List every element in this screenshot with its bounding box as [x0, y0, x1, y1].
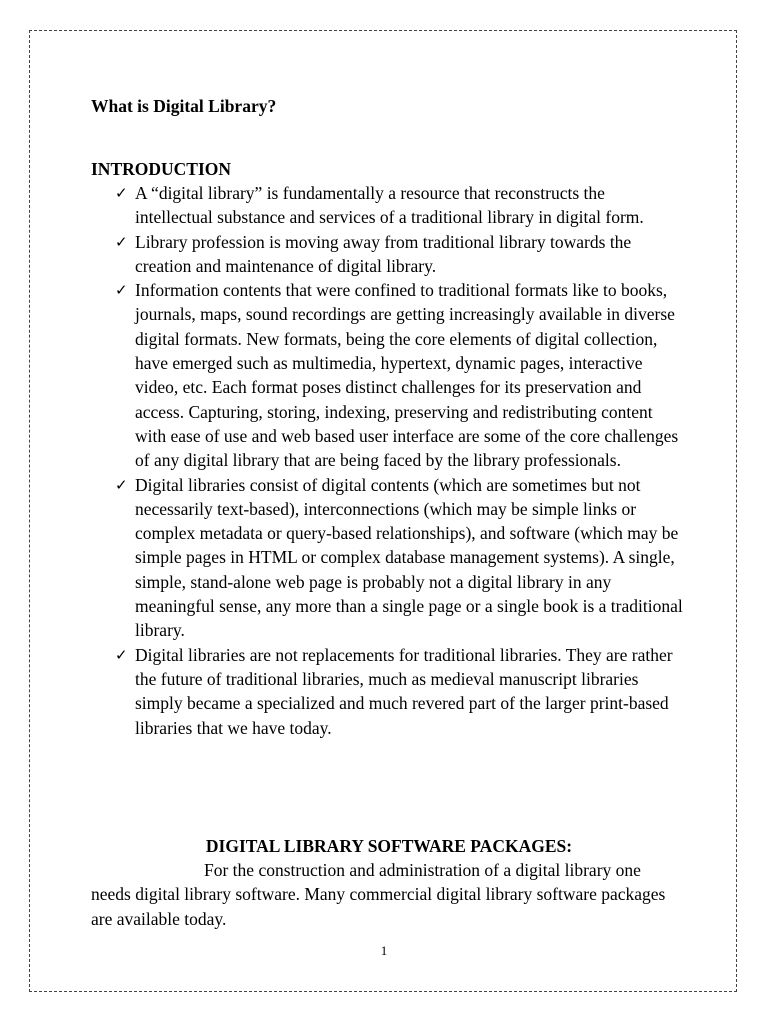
checkmark-icon: ✓: [115, 184, 128, 202]
document-title: What is Digital Library?: [91, 96, 277, 116]
list-item: [115, 181, 685, 230]
list-item: [115, 473, 685, 643]
bullet-text: Digital libraries consist of digital contents (which are sometimes but not necessarily text-based), interconnections (which may be simple links or complex metadata or query-based relationships), and software (which may be simple pages in HTML or complex database management systems). A single, simple, stand-alone web page is probably not a digital library in any meaningful sense, any more than a single page or a single book is a traditional library.: [135, 474, 683, 641]
page-number: 1: [380, 943, 388, 958]
introduction-heading: INTRODUCTION: [91, 159, 232, 179]
list-item: [115, 643, 685, 740]
list-item: [115, 278, 685, 472]
checkmark-icon: ✓: [115, 281, 128, 300]
bullet-text: Information contents that were confined to traditional formats like to books, journals, maps, sound recordings are getting increasingly available in diverse digital formats. New formats, being the core elements of digital collection, have emerged such as multimedia, hypertext, dynamic pages, interactive video, etc. Each format poses distinct challenges for its preservation and access. Capturing, storing, indexing, preserving and redistributing content with ease of use and web based user interface are some of the core challenges of any digital library that are being faced by the library professionals.: [135, 280, 679, 471]
bullet-text: A “digital library” is fundamentally a resource that reconstructs the intellectual substance and services of a traditional library in digital form.: [135, 183, 644, 228]
software-packages-paragraph: For the construction and administration of a digital library one needs digital library software. Many commercial digital library software packages are available today.: [91, 860, 666, 929]
checkmark-icon: ✓: [115, 475, 128, 494]
checkmark-icon: ✓: [115, 645, 128, 664]
introduction-bullet-list: [115, 181, 685, 740]
checkmark-icon: ✓: [115, 232, 128, 251]
bullet-text: Library profession is moving away from traditional library towards the creation and maintenance of digital library.: [135, 231, 632, 276]
software-packages-heading: DIGITAL LIBRARY SOFTWARE PACKAGES:: [205, 836, 573, 856]
list-item: [115, 230, 685, 279]
bullet-text: Digital libraries are not replacements for traditional libraries. They are rather the future of traditional libraries, much as medieval manuscript libraries simply became a specialized and much revered part of the larger print-based libraries that we have today.: [135, 644, 673, 738]
